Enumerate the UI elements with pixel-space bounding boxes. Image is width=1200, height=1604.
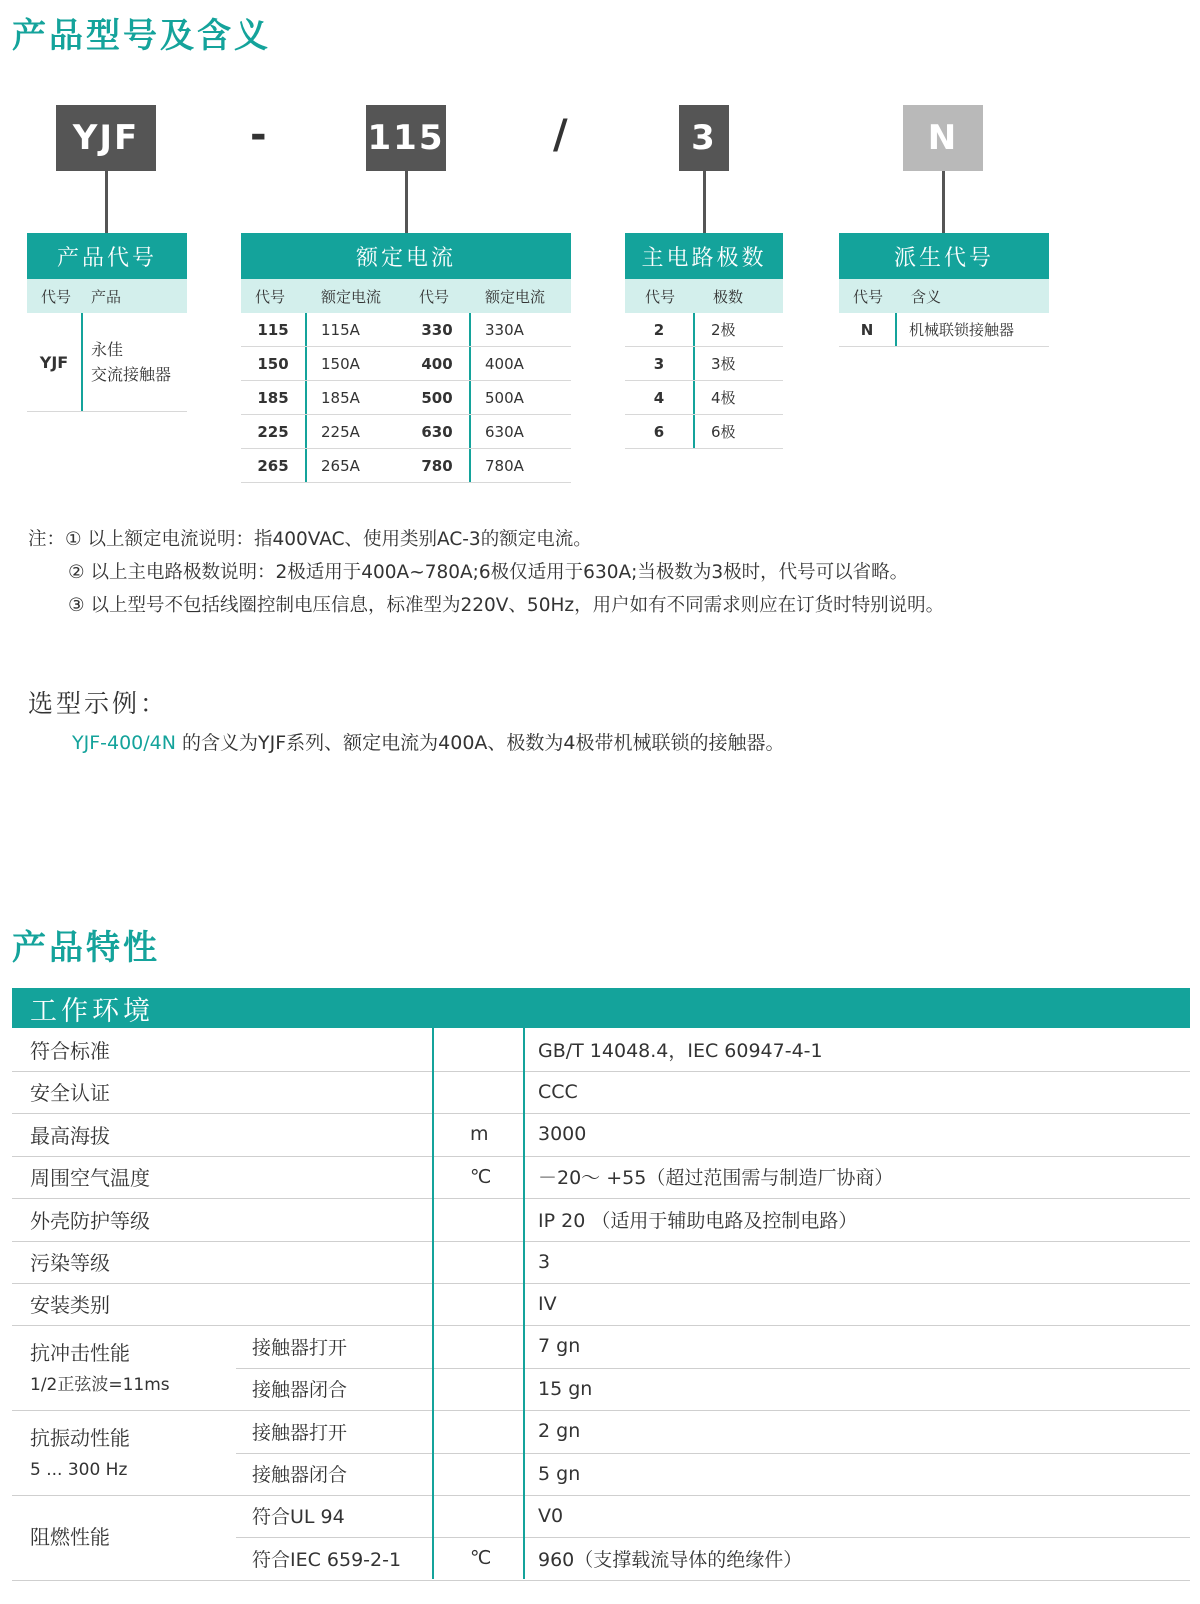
property-name: 符合标准 (30, 1039, 110, 1063)
note-3: ③ 以上型号不包括线圈控制电压信息，标准型为220V、50Hz，用户如有不同需求则应在订货时特别说明。 (68, 595, 945, 616)
property-row (236, 1410, 1190, 1454)
property-row (12, 1155, 1190, 1199)
property-row (12, 1452, 1190, 1496)
property-row (12, 1113, 1190, 1157)
pole-code: 6 (625, 415, 695, 448)
note-1: 注：① 以上额定电流说明：指400VAC、使用类别AC-3的额定电流。 (28, 529, 592, 550)
property-row (12, 1028, 1190, 1072)
table-cell: 150 (241, 347, 307, 380)
property-unit: ℃ (470, 1547, 492, 1570)
table-cell: 115A (321, 320, 360, 339)
header-code: 代号 (419, 287, 450, 306)
table-row (625, 347, 783, 381)
code-part-poles: 3 (679, 105, 729, 171)
property-value: V0 (538, 1504, 564, 1527)
property-unit: ℃ (470, 1165, 492, 1188)
group-name-line2: 1/2正弦波=11ms (30, 1375, 170, 1396)
property-name: 周围空气温度 (30, 1166, 150, 1191)
section-title-features: 产品特性 (12, 928, 160, 968)
product-name-line2: 交流接触器 (91, 365, 172, 384)
group-name-line1: 抗振动性能 (30, 1426, 130, 1450)
property-name: 安全认证 (30, 1081, 110, 1106)
property-sub-name: 接触器闭合 (252, 1464, 348, 1486)
property-value: 2 gn (538, 1420, 581, 1443)
header-current: 额定电流 (485, 287, 546, 306)
table-title: 额定电流 (241, 233, 571, 279)
group-name-line1: 抗冲击性能 (30, 1341, 130, 1366)
environment-header: 工作环境 (12, 988, 1190, 1028)
header-code: 代号 (645, 287, 676, 306)
group-name-line2: 5 ... 300 Hz (30, 1460, 128, 1480)
table-title: 派生代号 (839, 233, 1049, 279)
property-group-name (30, 1422, 130, 1486)
property-value: 15 gn (538, 1377, 593, 1400)
connector-line-current (405, 171, 408, 233)
property-sub-name: 符合UL 94 (252, 1506, 345, 1529)
property-sub-name: 接触器闭合 (252, 1379, 348, 1402)
code-separator-slash: / (553, 112, 568, 158)
table-cell: 115 (241, 313, 307, 346)
pole-code: 4 (625, 381, 695, 414)
header-product: 产品 (91, 287, 122, 306)
pole-code: 3 (625, 347, 695, 380)
code-part-product: YJF (56, 105, 156, 171)
header-poles: 极数 (713, 287, 744, 306)
header-code: 代号 (41, 287, 72, 306)
property-group-name (30, 1521, 110, 1553)
property-group-name (30, 1337, 170, 1401)
table-row (241, 381, 571, 415)
header-code: 代号 (255, 287, 286, 306)
product-code-value: YJF (27, 313, 83, 411)
table-title: 主电路极数 (625, 233, 783, 279)
example-title: 选型示例： (28, 689, 169, 718)
pole-count: 2极 (711, 321, 736, 339)
table-row (241, 415, 571, 449)
table-cell: 185A (321, 388, 360, 407)
pole-count: 3极 (711, 355, 736, 373)
group-name-line1: 阻燃性能 (30, 1524, 110, 1549)
property-name: 最高海拔 (30, 1123, 110, 1148)
note-2: ② 以上主电路极数说明：2极适用于400A~780A;6极仅适用于630A;当极数为3极时，代号可以省略。 (68, 562, 909, 583)
column-separator (523, 1008, 525, 1579)
table-cell: 780A (485, 456, 524, 475)
table-cell: 150A (321, 354, 360, 373)
code-part-current: 115 (366, 105, 446, 171)
pole-count: 4极 (711, 389, 736, 407)
connector-line-product (105, 171, 108, 233)
property-value: 5 gn (538, 1462, 581, 1485)
property-sub-name: 符合IEC 659-2-1 (252, 1548, 402, 1571)
property-row (12, 1198, 1190, 1242)
pole-count: 6极 (711, 423, 736, 441)
code-separator-dash: - (250, 112, 267, 158)
example-text (72, 728, 785, 755)
table-cell: 630 (405, 415, 471, 448)
table-cell: 400A (485, 354, 524, 373)
derived-meaning: 机械联锁接触器 (909, 321, 1015, 339)
table-title: 产品代号 (27, 233, 187, 279)
table-cell: 630A (485, 422, 524, 441)
property-row (12, 1282, 1190, 1326)
property-name: 污染等级 (30, 1251, 110, 1275)
example-code: YJF-400/4N (72, 732, 176, 754)
example-description: 的含义为YJF系列、额定电流为400A、极数为4极带机械联锁的接触器。 (175, 732, 785, 754)
property-value: CCC (538, 1080, 578, 1103)
table-cell: 500 (405, 381, 471, 414)
derived-code: N (839, 313, 897, 346)
connector-line-poles (703, 171, 706, 233)
table-row (625, 415, 783, 449)
property-name: 外壳防护等级 (30, 1208, 150, 1233)
derived-code-table (839, 233, 1049, 347)
code-part-derived: N (903, 105, 983, 171)
table-cell: 265 (241, 449, 307, 482)
property-value: 3 (538, 1250, 551, 1273)
property-sub-name: 接触器打开 (252, 1336, 348, 1359)
product-code-table (27, 233, 187, 412)
table-row (625, 313, 783, 347)
property-row (12, 1537, 1190, 1581)
table-row (839, 313, 1049, 347)
table-row (241, 347, 571, 381)
property-value: IV (538, 1292, 557, 1315)
property-sub-name: 接触器打开 (252, 1421, 348, 1444)
property-value: 960（支撑载流导体的绝缘件） (538, 1548, 803, 1571)
section-title-model: 产品型号及含义 (12, 16, 271, 56)
table-cell: 225 (241, 415, 307, 448)
property-row (12, 1240, 1190, 1284)
poles-table (625, 233, 783, 449)
pole-code: 2 (625, 313, 695, 346)
table-cell: 500A (485, 388, 524, 407)
property-value: GB/T 14048.4，IEC 60947-4-1 (538, 1040, 823, 1062)
property-value: 7 gn (538, 1335, 581, 1358)
table-row (241, 449, 571, 483)
property-row (12, 1367, 1190, 1411)
rated-current-table (241, 233, 571, 483)
column-separator (432, 1008, 434, 1579)
property-value: 3000 (538, 1123, 587, 1146)
table-row (241, 313, 571, 347)
table-cell: 265A (321, 456, 360, 475)
table-cell: 330A (485, 320, 524, 339)
table-cell: 400 (405, 347, 471, 380)
connector-line-derived (942, 171, 945, 233)
table-row (625, 381, 783, 415)
property-value: －20～ +55（超过范围需与制造厂协商） (538, 1167, 894, 1190)
product-name-line1: 永佳 (91, 340, 124, 359)
table-cell: 185 (241, 381, 307, 414)
table-cell: 780 (405, 449, 471, 482)
header-meaning: 含义 (911, 287, 942, 306)
table-cell: 225A (321, 422, 360, 441)
property-unit: m (470, 1123, 489, 1146)
property-value: IP 20 （适用于辅助电路及控制电路） (538, 1209, 858, 1232)
table-cell: 330 (405, 313, 471, 346)
header-current: 额定电流 (321, 287, 382, 306)
header-code: 代号 (853, 287, 884, 306)
property-row (236, 1325, 1190, 1369)
property-row (236, 1494, 1190, 1538)
property-row (12, 1070, 1190, 1114)
property-name: 安装类别 (30, 1293, 110, 1318)
